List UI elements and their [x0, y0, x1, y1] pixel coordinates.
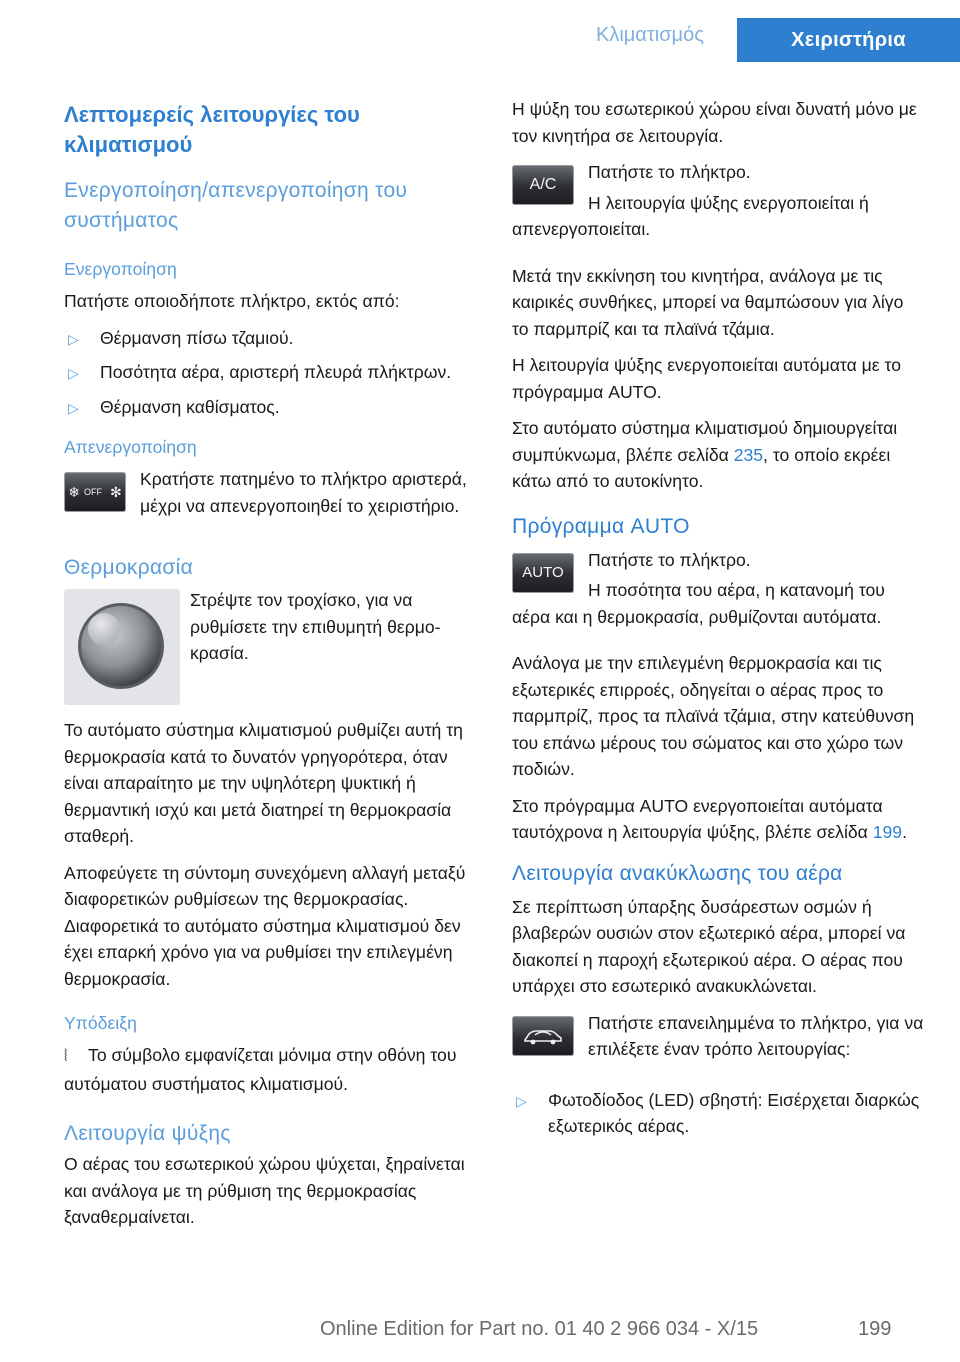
triangle-bullet-icon: ▷ [68, 365, 79, 381]
ac-text-3: Μετά την εκκίνηση του κινητήρα, ανάλογα με τις καιρικές συνθήκες, μπορεί να θαμπώσουν για λίγο το παρμπρίζ και τα πλαϊνά τζάμια. [512, 265, 904, 339]
section-tab-climate[interactable]: Κλιματισμός [596, 24, 704, 46]
heading-activation: Ενεργοποίηση [64, 259, 177, 279]
list-item: ▷ Θέρμανση πίσω τζαμιού. [64, 325, 484, 352]
heat-waves-icon: ⦚ [64, 1048, 68, 1065]
triangle-bullet-icon: ▷ [68, 399, 79, 416]
page-link-199[interactable]: 199 [872, 822, 903, 842]
heading-onoff: Ενεργοποίηση/απενεργοποίηση του συστήματος [64, 179, 408, 232]
heading-deactivation: Απενεργοποίηση [64, 437, 197, 457]
recirculation-text-1: Σε περίπτωση ύπαρξης δυσάρεστων οσμών ή βλαβερών ουσιών στον εξωτερικό αέρα, μπορεί να διακοπεί η παροχή εξωτερικού αέρα. Ο αέρας που υπάρχει στο εσωτερικό ανακυκλώνεται. [512, 896, 906, 996]
auto-text-4: Στο πρόγραμμα AUTO ενεργοποιείται αυτόματα ταυτόχρονα η λειτουργία ψύξης, βλέπε σελίδα 199. [512, 795, 907, 842]
auto-text-1: Πατήστε το πλήκτρο. [588, 549, 751, 570]
recirculation-button-image [512, 1016, 574, 1056]
ac-text-1: Πατήστε το πλήκτρο. [588, 162, 751, 182]
triangle-bullet-icon: ▷ [516, 1092, 527, 1109]
heading-cooling: Λειτουργία ψύξης [64, 1122, 231, 1145]
cooling-intro-text: Η ψύξη του εσωτερικού χώρου είναι δυνατή μόνο με τον κινητήρα σε λειτουργία. [512, 99, 917, 146]
temperature-knob-image [64, 589, 180, 705]
heading-temperature: Θερμοκρασία [64, 556, 194, 579]
ac-text-2: Η λειτουργία ψύξης ενεργοποιείται ή απενεργοποιείται. [512, 192, 869, 239]
heading-recirculation: Λειτουργία ανακύκλωσης του αέρα [512, 861, 843, 885]
deactivation-text: Κρατήστε πατημένο το πλήκτρο αριστερά, μέχρι να απενεργοποιηθεί το χειριστήριο. [140, 469, 467, 516]
recirculation-text-2: Πατήστε επανειλημμένα το πλήκτρο, για να επιλέξετε έναν τρόπο λειτουργίας: [588, 1012, 924, 1059]
activation-text: Πατήστε οποιοδήποτε πλήκτρο, εκτός από: [64, 291, 400, 311]
list-item: ▷ Φωτοδίοδος (LED) σβηστή: Εισέρχεται διαρκώς εξωτερικός αέρας. [516, 1089, 920, 1136]
recirculation-modes-list [512, 1087, 924, 1140]
ac-text-4: Η λειτουργία ψύξης ενεργοποιείται αυτόματα με το πρόγραμμα AUTO. [512, 355, 901, 402]
temperature-text-2: Το αυτόματο σύστημα κλιματισμού ρυθμίζει αυτή τη θερμοκρασία κατά το δυνατόν γρηγορότερα, όταν είναι απαραίτητο με την υψηλότερη ψυκτική ή θερμαντική ισχύ και μετά διατηρεί τη θερμοκρασία σταθερή. [64, 720, 463, 846]
off-button-image: ❄ OFF ✻ [64, 472, 126, 512]
section-tab-controls[interactable]: Χειριστήρια [737, 18, 960, 62]
temperature-text-3: Αποφεύγετε τη σύντομη συνεχόμενη αλλαγή μεταξύ διαφορετικών ρυθμίσεων της θερμοκρασίας. Διαφορετικά το αυτόματο σύστημα κλιματισμού δεν έχει επαρκή χρόνο για να ρυθμίσει την επιλεγμένη θερμοκρασία. [64, 862, 466, 989]
heading-auto-program: Πρόγραμμα AUTO [512, 514, 690, 538]
page-number: 199 [858, 1318, 892, 1340]
left-column [64, 96, 484, 1241]
heading-hint: Υπόδειξη [64, 1013, 137, 1033]
list-item: ▷ Θέρμανση καθίσματος. [64, 394, 484, 421]
auto-text-2: Η ποσότητα του αέρα, η κατανομή του αέρα και η θερμοκρασία, ρυθμίζονται αυτόματα. [512, 580, 885, 627]
list-item: ▷ Ποσότητα αέρα, αριστερή πλευρά πλήκτρων. [64, 359, 484, 386]
page-link-235[interactable]: 235 [733, 444, 764, 465]
page-title: Λεπτομερείς λειτουργίες του κλιματισμού [64, 102, 360, 157]
right-column [512, 96, 924, 1154]
hint-text: ⦚ Το σύμβολο εμφανίζεται μόνιμα στην οθόνη του αυτόματου συστήματος κλιματισμού. [64, 1045, 457, 1094]
ac-text-5: Στο αυτόματο σύστημα κλιματισμού δημιουργείται συμπύκνωμα, βλέπε σελίδα 235, το οποίο εκρέει κάτω από το αυτοκίνητο. [512, 418, 898, 491]
ac-button-image: A/C [512, 165, 574, 205]
header-bar [0, 0, 960, 62]
edition-footer: Online Edition for Part no. 01 40 2 966 034 - X/15 [320, 1318, 759, 1340]
cooling-text: Ο αέρας του εσωτερικού χώρου ψύχεται, ξηραίνεται και ανάλογα με τη ρύθμιση της θερμοκρασίας ξαναθερμαίνεται. [64, 1154, 465, 1227]
temperature-text: Στρέψτε τον τροχίσκο, για να ρυθμίσετε την επιθυμητή θερμοκρασία. [190, 590, 441, 663]
auto-text-3: Ανάλογα με την επιλεγμένη θερμοκρασία και τις εξωτερικές επιρροές, οδηγείται ο αέρας προς το παρμπρίζ, προς τα πλαϊνά τζάμια, στην κατεύθυνση του επάνω μέρους του σώματος και στο χώρο των ποδιών. [512, 653, 915, 779]
car-recirculation-icon [521, 1025, 565, 1047]
activation-exceptions-list [64, 325, 484, 421]
triangle-bullet-icon: ▷ [68, 330, 79, 347]
auto-button-image: AUTO [512, 553, 574, 593]
